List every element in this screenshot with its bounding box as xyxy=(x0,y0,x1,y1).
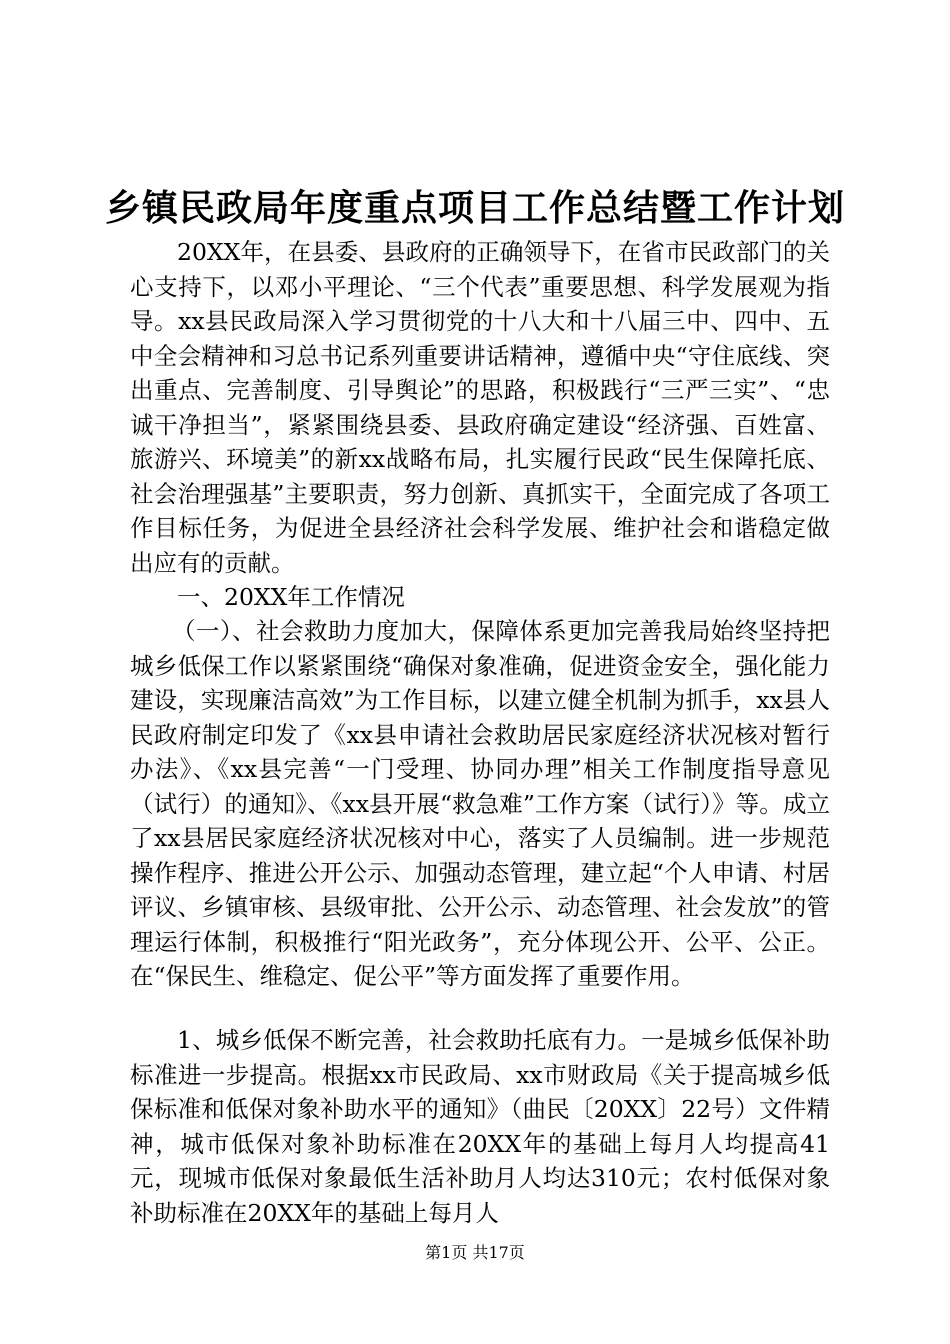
item-paragraph: 1、城乡低保不断完善，社会救助托底有力。一是城乡低保补助标准进一步提高。根据xx市民政局、xx市财政局《关于提高城乡低保标准和低保对象补助水平的通知》（曲民〔20XX〕22号）文件精神，城市低保对象补助标准在20XX年的基础上每月人均提高41元，现城市低保对象最低生活补助月人均达310元；农村低保对象补助标准在20XX年的基础上每月人 xyxy=(130,1026,830,1227)
subsection-paragraph: （一）、社会救助力度加大，保障体系更加完善我局始终坚持把城乡低保工作以紧紧围绕“确保对象准确，促进资金安全，强化能力建设，实现廉洁高效”为工作目标，以建立健全机制为抓手，xx县人民政府制定印发了《xx县申请社会救助居民家庭经济状况核对暂行办法》、《xx县完善“一门受理、协同办理”相关工作制度指导意见（试行）的通知》、《xx县开展“救急难”工作方案（试行）》等。成立了xx县居民家庭经济状况核对中心，落实了人员编制。进一步规范操作程序、推进公开公示、加强动态管理，建立起“个人申请、村居评议、乡镇审核、县级审批、公开公示、动态管理、社会发放”的管理运行体制，积极推行“阳光政务”，充分体现公开、公平、公正。在“保民生、维稳定、促公平”等方面发挥了重要作用。 xyxy=(130,617,830,990)
document-title: 乡镇民政局年度重点项目工作总结暨工作计划 xyxy=(104,187,845,229)
section-heading: 一、20XX年工作情况 xyxy=(177,583,405,611)
intro-paragraph: 20XX年，在县委、县政府的正确领导下，在省市民政部门的关心支持下，以邓小平理论、“三个代表”重要思想、科学发展观为指导。xx县民政局深入学习贯彻党的十八大和十八届三中、四中、五中全会精神和习总书记系列重要讲话精神，遵循中央“守住底线、突出重点、完善制度、引导舆论”的思路，积极践行“三严三实”、“忠诚干净担当”，紧紧围绕县委、县政府确定建设“经济强、百姓富、旅游兴、环境美”的新xx战略布局，扎实履行民政“民生保障托底、社会治理强基”主要职责，努力创新、真抓实干，全面完成了各项工作目标任务，为促进全县经济社会科学发展、维护社会和谐稳定做出应有的贡献。 xyxy=(130,238,830,577)
page-footer: 第1页 共17页 xyxy=(425,1243,525,1262)
